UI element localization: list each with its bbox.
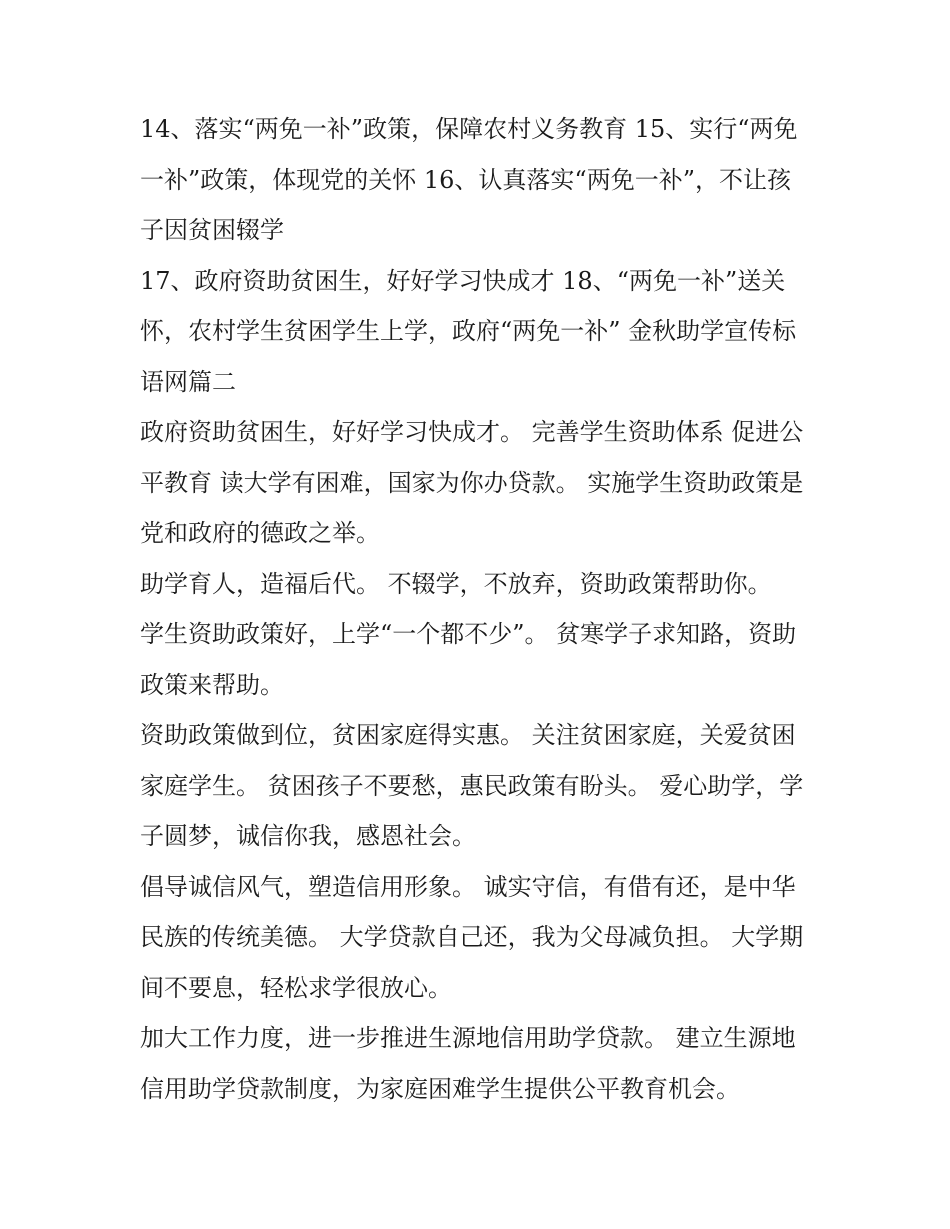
paragraph-7: 倡导诚信风气，塑造信用形象。 诚实守信，有借有还，是中华民族的传统美德。 大学贷款自己还，我为父母减负担。 大学期间不要息，轻松求学很放心。 [140, 872, 804, 1002]
paragraph-2: 17、政府资助贫困生，好好学习快成才 18、“两免一补”送关怀，农村学生贫困学生上学，政府“两免一补” 金秋助学宣传标语网篇二 [140, 266, 797, 396]
document-body [140, 104, 810, 1114]
paragraph-6: 资助政策做到位，贫困家庭得实惠。 关注贫困家庭，关爱贫困家庭学生。 贫困孩子不要愁，惠民政策有盼头。 爱心助学，学子圆梦，诚信你我，感恩社会。 [140, 721, 804, 850]
paragraph-5: 学生资助政策好，上学“一个都不少”。 贫寒学子求知路，资助政策来帮助。 [140, 620, 797, 699]
paragraph-3: 政府资助贫困生，好好学习快成才。 完善学生资助体系 促进公平教育 读大学有困难，国家为你办贷款。 实施学生资助政策是党和政府的德政之举。 [140, 418, 804, 547]
paragraph-1: 14、落实“两免一补”政策，保障农村义务教育 15、实行“两免一补”政策，体现党的关怀 16、认真落实“两免一补”，不让孩子因贫困辍学 [140, 115, 798, 244]
paragraph-8: 加大工作力度，进一步推进生源地信用助学贷款。 建立生源地信用助学贷款制度，为家庭困难学生提供公平教育机会。 [140, 1024, 796, 1103]
paragraph-4: 助学育人，造福后代。 不辍学，不放弃，资助政策帮助你。 [140, 569, 772, 598]
